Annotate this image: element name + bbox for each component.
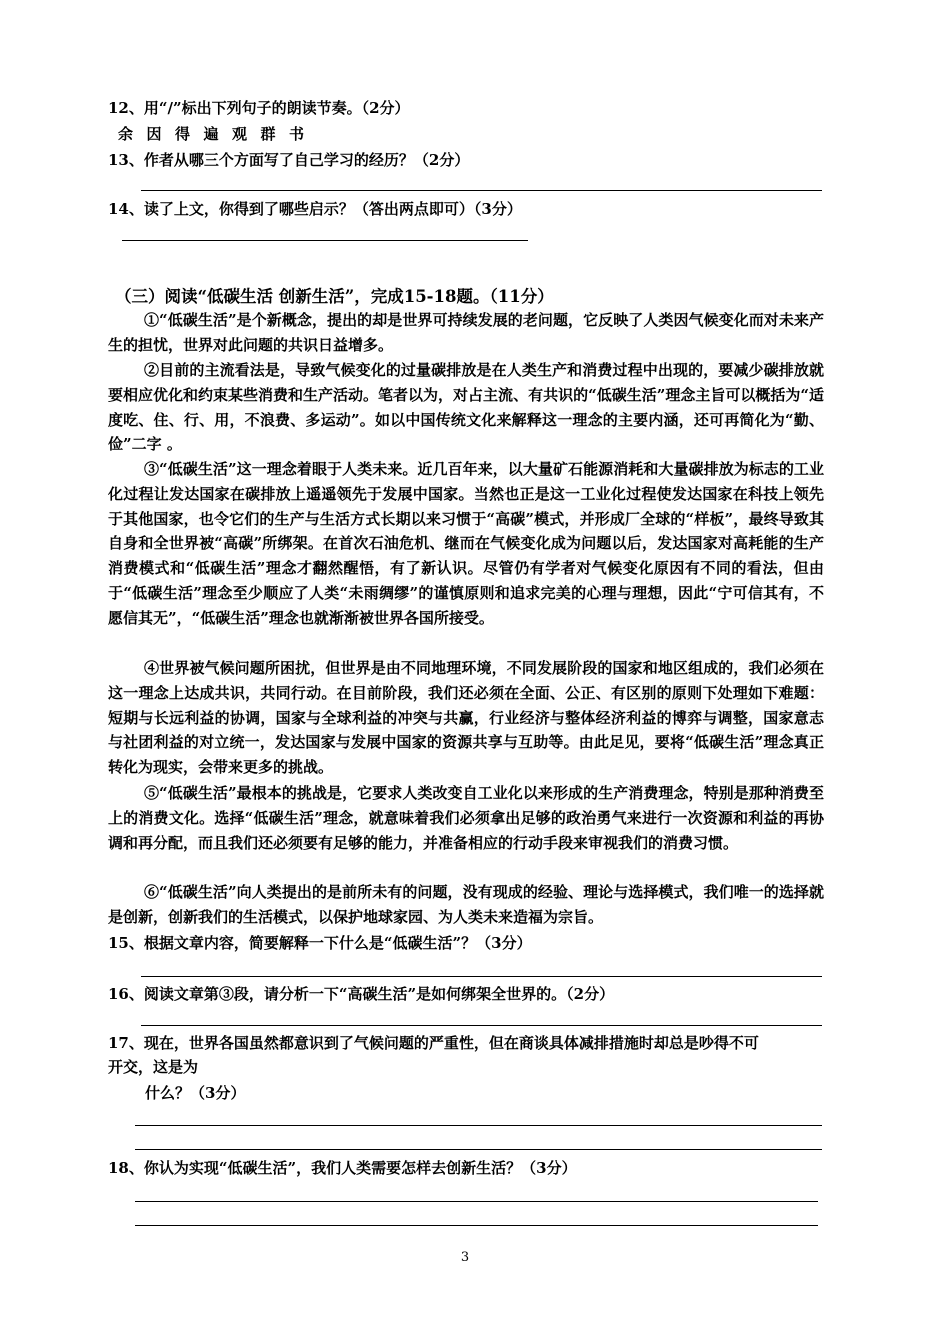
answer-line-q17-1[interactable]: [135, 1125, 822, 1126]
answer-line-q16[interactable]: [141, 1025, 822, 1026]
article-paragraph-2: ②目前的主流看法是，导致气候变化的过量碳排放是在人类生产和消费过程中出现的，要减少碳排放就要相应优化和约束某些消费和生产活动。笔者以为，对占主流、有共识的“低碳生活”理念主旨可以概括为“适 度吃、住、行、用，不浪费、多运动”。如以中国传统文化来解释这一理念的主要内涵，还可再简化为“勤、俭”二字 。: [108, 361, 824, 454]
rhythm-sentence: [118, 124, 318, 144]
answer-line-q15[interactable]: [141, 976, 822, 977]
rhythm-char: 遍: [203, 125, 219, 143]
question-12-label: 12、用“/”标出下列句子的朗读节奏。（2分）: [108, 99, 410, 117]
article-paragraph-3: ③“低碳生活”这一理念着眼于人类未来。近几百年来，以大量矿石能源消耗和大量碳排放为标志的工业化过程让发达国家在碳排放上遥遥领先于发展中国家。当然也正是这一工业化过程使发达国家在科技上领先于其他国家，也令它们的生产与生活方式长期以来习惯于“高碳”模式，并形成厂全球的“样板”，最终导致其自身和全世界被“高碳”所绑架。在首次石油危机、继而在气候变化成为问题以后，发达国家对高耗能的生产消费模式和“低碳生活”理念才翻然醒悟，有了新认识。尽管仍有学者对气候变化原因有不同的看法，但由于“低碳生活”理念至少顺应了人类“未雨绸缪”的谨慎原则和追求完美的心理与理想，因此“宁可信其有，不愿信其无”，“低碳生活”理念也就渐渐被世界各国所接受。: [108, 460, 824, 627]
section-3-heading: （三）阅读“低碳生活 创新生活”，完成15-18题。（11分）: [115, 287, 554, 306]
answer-line-q14[interactable]: [122, 240, 528, 241]
answer-line-q13[interactable]: [141, 190, 822, 191]
rhythm-char: 群: [260, 125, 276, 143]
answer-line-q18-2[interactable]: [135, 1225, 818, 1226]
question-14-label: 14、读了上文，你得到了哪些启示？（答出两点即可）（3分）: [108, 200, 522, 218]
answer-line-q17-2[interactable]: [135, 1149, 822, 1150]
answer-line-q18-1[interactable]: [135, 1201, 818, 1202]
rhythm-char: 余: [118, 125, 134, 143]
question-17-line-1: 17、现在，世界各国虽然都意识到了气候问题的严重性，但在商谈具体减排措施时却总是吵得不可: [108, 1034, 759, 1052]
article-paragraph-4: ④世界被气候问题所困扰，但世界是由不同地理环境，不同发展阶段的国家和地区组成的，我们必须在这一理念上达成共识，共同行动。在目前阶段，我们还必须在全面、公正、有区别的原则下处理如下难题：短期与长远利益的协调，国家与全球利益的冲突与共赢，行业经济与整体经济利益的博弈与调整，国家意志与社团利益的对立统一，发达国家与发展中国家的资源共享与互助等。由此足见，要将“低碳生活”理念真正转化为现实，会带来更多的挑战。: [108, 659, 824, 777]
article-paragraph-1: ①“低碳生活”是个新概念，提出的却是世界可持续发展的老问题，它反映了人类因气候变化而对未来产生的担忧，世界对此问题的共识日益增多。: [108, 311, 824, 354]
rhythm-char: 观: [232, 125, 248, 143]
article-paragraph-6: ⑥“低碳生活”向人类提出的是前所未有的问题，没有现成的经验、理论与选择模式，我们唯一的选择就是创新，创新我们的生活模式，以保护地球家园、为人类未来造福为宗旨。: [108, 883, 824, 926]
question-17-line-3: 什么？（3分）: [145, 1084, 246, 1102]
rhythm-char: 书: [289, 125, 305, 143]
question-18-label: 18、你认为实现“低碳生活”，我们人类需要怎样去创新生活？（3分）: [108, 1159, 577, 1177]
article-paragraph-5: ⑤“低碳生活”最根本的挑战是，它要求人类改变自工业化以来形成的生产消费理念，特别是那种消费至上的消费文化。选择“低碳生活”理念，就意味着我们必须拿出足够的政治勇气来进行一次资源和利益的再协调和再分配，而且我们还必须要有足够的能力，并准备相应的行动手段来审视我们的消费习惯。: [108, 784, 824, 852]
question-16-label: 16、阅读文章第③段，请分析一下“高碳生活”是如何绑架全世界的。（2分）: [108, 985, 615, 1003]
question-17-line-2: 开交，这是为: [108, 1058, 199, 1076]
question-13-label: 13、作者从哪三个方面写了自己学习的经历？（2分）: [108, 151, 470, 169]
rhythm-char: 得: [175, 125, 191, 143]
page-number: 3: [460, 1250, 470, 1265]
question-15-label: 15、根据文章内容，简要解释一下什么是“低碳生活”？（3分）: [108, 934, 532, 952]
rhythm-char: 因: [146, 125, 162, 143]
